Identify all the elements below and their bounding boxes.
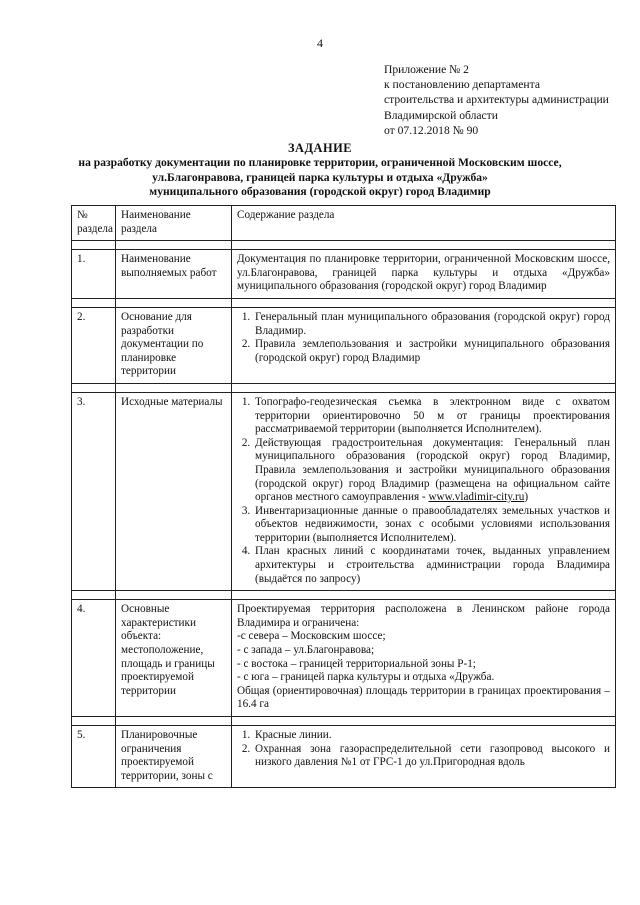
list-item: 3. Инвентаризационные данные о правообладателях земельных участков и объектов недвижимости, зонах с особыми условиями использования территории (выполняется Исполнителем). — [253, 505, 610, 546]
appendix-block — [384, 62, 634, 138]
row-number: 2. — [72, 307, 116, 383]
list-item — [253, 437, 610, 505]
row-content — [232, 392, 616, 590]
row-list — [237, 396, 610, 586]
row-text: Документация по планировке территории, ограниченной Московским шоссе, ул.Благонравова, границей парка культуры и отдыха «Дружба» муниципального образования (городской округ) город Владимир — [237, 253, 610, 293]
appendix-line: Приложение № 2 — [384, 63, 469, 76]
list-item: 1. Генеральный план муниципального образования (городской округ) город Владимир. — [253, 311, 610, 338]
row-line: - с востока – границей территориальной зоны Р-1; — [237, 657, 476, 670]
row-list — [237, 729, 610, 770]
appendix-line: от 07.12.2018 № 90 — [384, 123, 479, 137]
website-link[interactable]: www.vladimir-city.ru — [428, 491, 525, 504]
document-subtitle-line: ул.Благонравова, границей парка культуры и отдыха «Дружба» — [152, 170, 488, 184]
table-row — [72, 726, 616, 788]
row-line: Общая (ориентировочная) площадь территории в границах проектирования – 16.4 га — [237, 684, 610, 711]
list-item: 1. Красные линии. — [253, 729, 610, 743]
row-number: 5. — [72, 726, 116, 788]
list-item: 2. Правила землепользования и застройки муниципального образования (городской округ) город Владимир — [253, 338, 610, 365]
document-subtitle-line: на разработку документации по планировке территории, ограниченной Московским шоссе, — [78, 155, 562, 169]
row-name: Планировочные ограничения проектируемой территории, зоны с — [116, 726, 232, 788]
document-title: ЗАДАНИЕ — [287, 141, 352, 155]
document-heading — [0, 141, 640, 200]
table-header-row — [72, 206, 616, 241]
row-content — [232, 726, 616, 788]
table-row — [72, 250, 616, 299]
page-number: 4 — [317, 36, 323, 50]
row-line: - с запада – ул.Благонравова; — [237, 644, 375, 657]
appendix-line: к постановлению департамента — [384, 78, 540, 92]
header-number: № раздела — [72, 206, 116, 241]
row-number: 3. — [72, 392, 116, 590]
list-item-tail: ) — [524, 491, 529, 504]
document-subtitle-line: муниципального образования (городской округ) город Владимир — [149, 185, 491, 199]
row-content — [232, 250, 616, 299]
list-item: 2. Охранная зона газораспределительной сети газопровод высокого и низкого давления №1 от ГРС-1 до ул.Пригородная вдоль — [253, 743, 610, 770]
task-table — [71, 205, 616, 788]
appendix-line: строительства и архитектуры администрации — [384, 93, 609, 107]
row-line: - с юга – границей парка культуры и отдыха «Дружба. — [237, 671, 495, 684]
row-number: 1. — [72, 250, 116, 299]
header-name: Наименование раздела — [116, 206, 232, 241]
row-name: Основание для разработки документации по планировке территории — [116, 307, 232, 383]
row-content — [232, 600, 616, 717]
row-name: Основные характеристики объекта: местоположение, площадь и границы проектируемой территории — [116, 600, 232, 717]
row-list — [237, 311, 610, 365]
row-name: Исходные материалы — [116, 392, 232, 590]
list-item: 4. План красных линий с координатами точек, выданных управлением архитектуры и строительства администрации города Владимира (выдаётся по запросу) — [253, 545, 610, 586]
row-line: -с севера – Московским шоссе; — [237, 630, 386, 643]
row-name: Наименование выполняемых работ — [116, 250, 232, 299]
table-row — [72, 392, 616, 590]
header-content: Содержание раздела — [232, 206, 616, 241]
row-content — [232, 307, 616, 383]
list-item-text: Действующая градостроительная документация: Генеральный план муниципального образования (городской округ) город Владимир, Правила землепользования и застройки муниципального образования (городской округ) город Владимир (размещена на официальном сайте органов местного самоуправления - — [255, 436, 610, 504]
appendix-line: Владимирской области — [384, 108, 498, 122]
row-number: 4. — [72, 600, 116, 717]
list-item: 1. Топографо-геодезическая съемка в электронном виде с охватом территории ориентировочно 50 м от границы проектирования рассматриваемой территории (выполняется Исполнителем). — [253, 396, 610, 437]
row-line: Проектируемая территория расположена в Ленинском районе города Владимира и ограничена: — [237, 603, 610, 629]
table-row — [72, 600, 616, 717]
table-row — [72, 307, 616, 383]
